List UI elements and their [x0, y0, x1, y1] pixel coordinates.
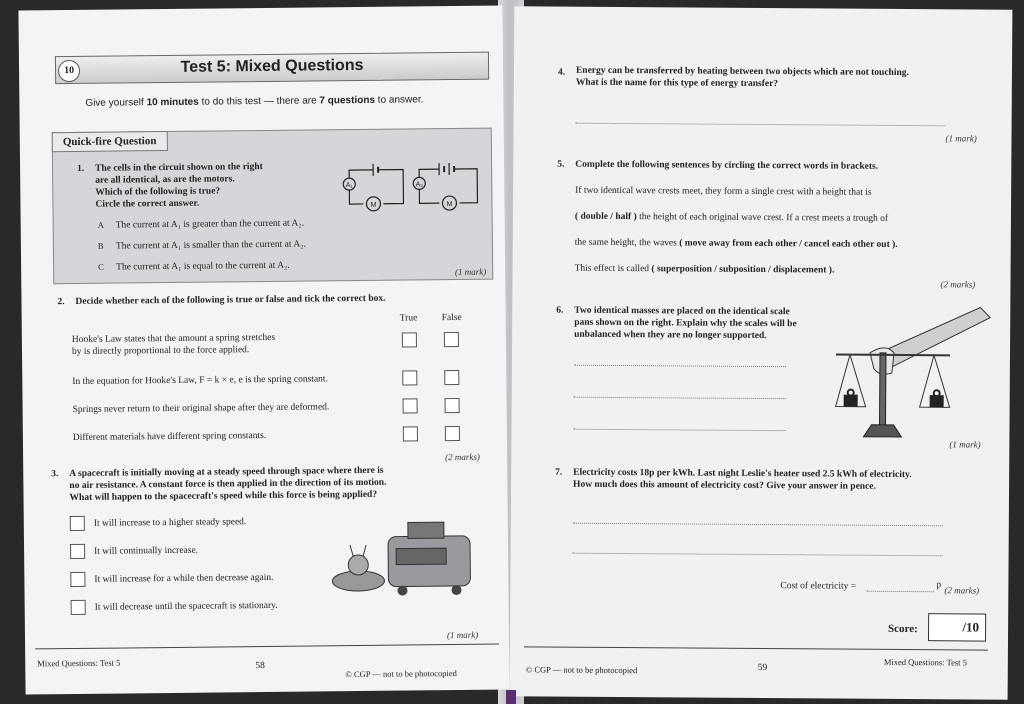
- q2-row2-false-checkbox[interactable]: [444, 370, 459, 385]
- q5-text: Complete the following sentences by circling the correct words in brackets.: [575, 159, 879, 172]
- q2-row1-false-checkbox[interactable]: [444, 332, 459, 347]
- spacecraft-cartoon-icon: [328, 514, 479, 602]
- q3-option-3-checkbox[interactable]: [70, 572, 85, 587]
- q1-text: The cells in the circuit shown on the right are all identical, as are the motors. Which of the following is true? Circle the correct answer.: [95, 162, 263, 210]
- balance-scale-icon: [829, 302, 1000, 450]
- q2-statement-1: Hooke's Law states that the amount a spring stretches by is directly proportional to the force applied.: [71, 332, 276, 358]
- q1-number: 1.: [77, 163, 85, 174]
- q5-choice-double-half[interactable]: ( double / half ): [574, 211, 637, 223]
- footer-copyright: © CGP — not to be photocopied: [345, 667, 457, 680]
- q7-text: Electricity costs 18p per kWh. Last night Leslie's heater used 2.5 kWh of electricity. How much does this amount of electricity cost? Give your answer in pence.: [573, 467, 912, 492]
- q5-mark: (2 marks): [940, 279, 976, 290]
- q2-row4-true-checkbox[interactable]: [403, 426, 418, 441]
- q1-mark: (1 mark): [454, 266, 487, 277]
- q2-row3-false-checkbox[interactable]: [445, 398, 460, 413]
- q3-option-1: It will increase to a higher steady speed.: [93, 517, 247, 529]
- score-value: /10: [962, 619, 980, 635]
- score-box[interactable]: [928, 613, 986, 641]
- q7-number: 7.: [555, 467, 563, 478]
- q6-mark: (1 mark): [949, 439, 981, 450]
- q2-statement-4: Different materials have different spring constants.: [72, 430, 267, 444]
- q2-row3-true-checkbox[interactable]: [403, 398, 418, 413]
- q4-text: Energy can be transferred by heating between two objects which are not touching. What is the name for this type of energy transfer?: [575, 65, 909, 90]
- q3-option-4-checkbox[interactable]: [71, 600, 86, 615]
- q7-working-line-1[interactable]: [573, 523, 943, 527]
- time-badge-icon: 10: [58, 60, 80, 82]
- page-title: Test 5: Mixed Questions: [180, 56, 364, 76]
- q2-statement-3: Springs never return to their original shape after they are deformed.: [72, 402, 330, 416]
- q1-option-b[interactable]: B The current at A₁ is smaller than the current at A₂.: [97, 239, 306, 252]
- q2-col-false: False: [441, 312, 462, 324]
- footer-section-right: Mixed Questions: Test 5: [883, 656, 967, 668]
- q6-answer-line-1[interactable]: [574, 365, 786, 367]
- q1-option-c[interactable]: C The current at A₁ is equal to the current at A₂.: [98, 260, 290, 273]
- q6-answer-line-2[interactable]: [574, 397, 786, 399]
- motor-1-label: M: [370, 201, 377, 209]
- left-page: [18, 5, 509, 694]
- q7-unit: p: [936, 580, 942, 591]
- q7-answer-field[interactable]: [866, 591, 934, 592]
- q2-mark: (2 marks): [445, 451, 480, 463]
- q2-row2-true-checkbox[interactable]: [402, 370, 417, 385]
- q2-row4-false-checkbox[interactable]: [445, 426, 460, 441]
- footer-rule: [35, 644, 499, 650]
- q7-working-line-2[interactable]: [573, 553, 943, 557]
- q5-number: 5.: [557, 159, 565, 170]
- q2-statement-2: In the equation for Hooke's Law, F = k × e, e is the spring constant.: [72, 374, 328, 388]
- right-page: [510, 6, 1013, 699]
- q3-option-2-checkbox[interactable]: [70, 544, 85, 559]
- q5-sentence-1: If two identical wave crests meet, they form a single crest with a height that is: [575, 185, 872, 198]
- footer-rule-right: [524, 646, 988, 650]
- page-number-left: 58: [255, 661, 265, 672]
- q6-answer-line-3[interactable]: [573, 429, 785, 431]
- q5-choice-waves[interactable]: ( move away from each other / cancel each other out ).: [679, 238, 898, 250]
- q6-text: Two identical masses are placed on the identical scale pans shown on the right. Explain why the scales will be unbalanced when they are no longer supported.: [574, 305, 797, 342]
- q2-number: 2.: [57, 297, 65, 308]
- q3-option-3: It will increase for a while then decrease again.: [94, 572, 274, 585]
- quickfire-box: [52, 128, 494, 285]
- q7-answer-label: Cost of electricity =: [780, 581, 857, 592]
- footer-section: Mixed Questions: Test 5: [37, 657, 121, 669]
- q4-number: 4.: [557, 67, 566, 78]
- bookmark-ribbon: [506, 690, 516, 704]
- motor-2-label: M: [446, 201, 453, 209]
- q6-number: 6.: [556, 305, 564, 316]
- title-bar: [55, 52, 489, 85]
- q2-text: Decide whether each of the following is true or false and tick the correct box.: [75, 293, 386, 307]
- q4-answer-line[interactable]: [576, 123, 946, 127]
- q5-sentence-2: ( double / half ) the height of each original wave crest. If a crest meets a trough of: [574, 211, 889, 224]
- q3-option-4: It will decrease until the spacecraft is stationary.: [94, 600, 278, 613]
- circuit-diagrams: [339, 151, 490, 219]
- footer-copyright-right: © CGP — not to be photocopied: [525, 664, 638, 676]
- page-number-right: 59: [757, 662, 768, 674]
- q5-sentence-4: This effect is called ( superposition / subposition / displacement ).: [574, 263, 835, 276]
- ammeter-a2-label: A₂: [415, 181, 424, 189]
- ammeter-a1-label: A₁: [345, 182, 353, 190]
- q1-option-a[interactable]: A The current at A₁ is greater than the current at A₂.: [97, 218, 305, 231]
- q7-mark: (2 marks): [944, 585, 980, 596]
- q2-row1-true-checkbox[interactable]: [402, 332, 417, 347]
- q3-number: 3.: [51, 469, 59, 480]
- q3-text: A spacecraft is initially moving at a steady speed through space where there is no air resistance. A constant force is then applied in the direction of its motion. What will happen to the spacecraft's speed while this force is being applied?: [69, 465, 387, 504]
- q3-option-1-checkbox[interactable]: [70, 516, 85, 531]
- q4-mark: (1 mark): [945, 133, 977, 144]
- q3-option-2: It will continually increase.: [94, 545, 199, 557]
- q3-mark: (1 mark): [446, 629, 479, 641]
- q5-choice-effect[interactable]: ( superposition / subposition / displacement ).: [651, 264, 835, 276]
- q5-sentence-3: the same height, the waves ( move away from each other / cancel each other out ).: [574, 237, 898, 250]
- score-label: Score:: [888, 622, 918, 636]
- quickfire-label: Quick-fire Question: [52, 131, 168, 152]
- intro-text: Give yourself 10 minutes to do this test — there are 7 questions to answer.: [85, 94, 424, 109]
- q2-col-true: True: [399, 313, 418, 324]
